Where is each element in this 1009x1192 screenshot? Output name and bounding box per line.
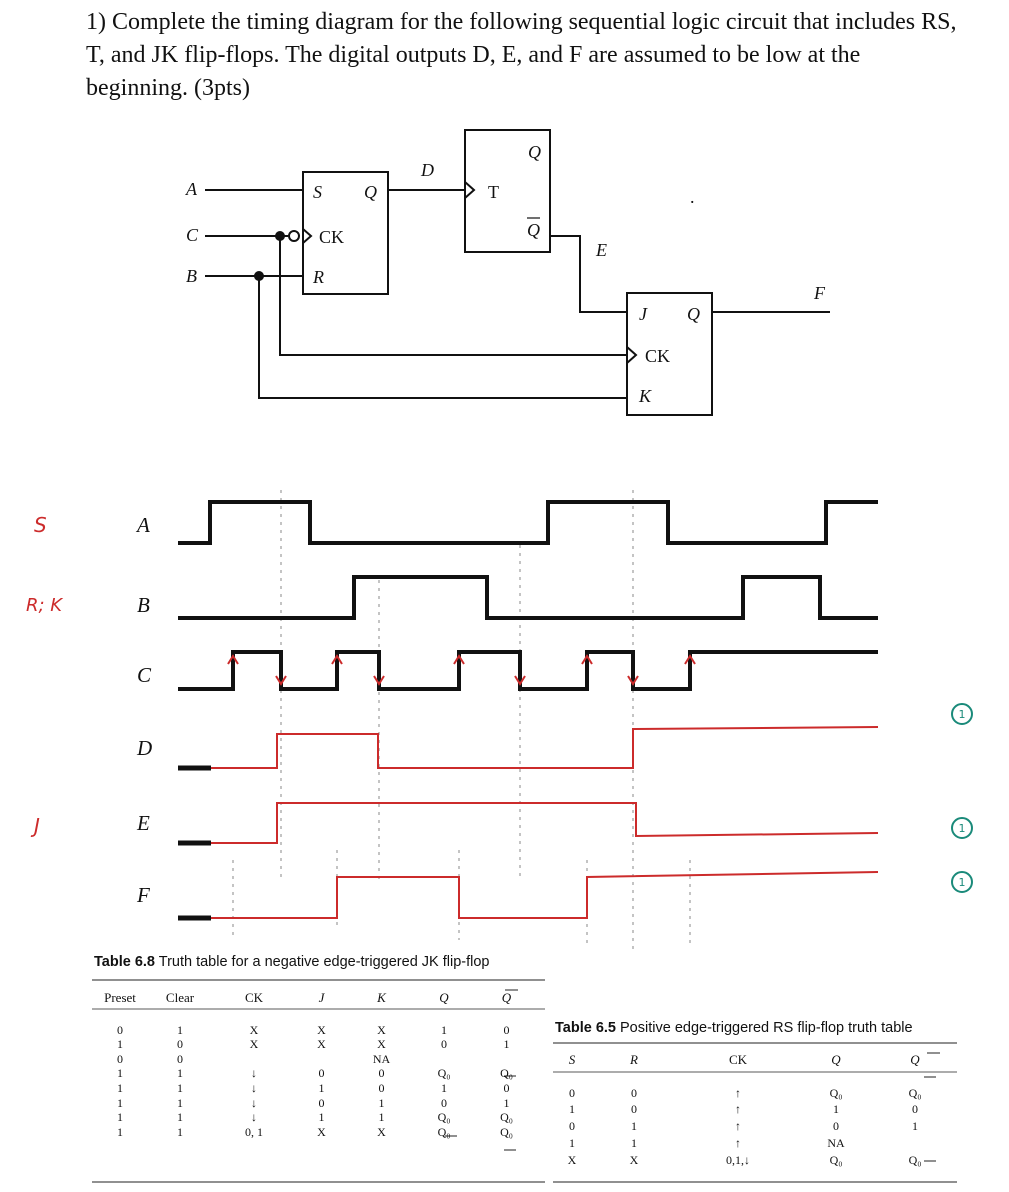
table-cell: 1 (117, 1037, 123, 1052)
table-cell: ↓ (251, 1080, 257, 1095)
table65 (555, 1050, 955, 1169)
stray-dot: . (690, 187, 695, 207)
table-cell: 1 (833, 1102, 839, 1117)
table-cell: 1 (117, 1095, 123, 1110)
table68-header: Q (439, 990, 449, 1005)
table-cell: 0 (318, 1095, 325, 1110)
table-cell: 0 (503, 1080, 510, 1095)
table68-header: J (318, 990, 325, 1005)
table-cell: Q₀ (437, 1124, 451, 1139)
table-cell: 1 (177, 1022, 183, 1037)
table-cell: 0 (503, 1022, 510, 1037)
table-cell: ↓ (251, 1066, 257, 1081)
circuit-labels (185, 142, 826, 406)
table-cell: 1 (912, 1119, 918, 1134)
table-cell: X (249, 1022, 259, 1037)
table-cell: Q₀ (437, 1110, 451, 1125)
table68-header: Q (501, 990, 512, 1005)
table-row (555, 1118, 955, 1135)
table-cell: 0 (569, 1119, 575, 1134)
table-cell: X (377, 1022, 386, 1037)
table-row (94, 1037, 539, 1052)
jk-q-label: Q (687, 304, 700, 324)
label-d: D (137, 736, 153, 760)
given-waveforms (178, 502, 878, 918)
handwritten-notes (26, 513, 63, 838)
score-marks (952, 704, 972, 892)
table-cell: NA (827, 1135, 845, 1150)
table-cell: 1 (441, 1022, 447, 1037)
table-cell: 1 (503, 1037, 510, 1052)
wire-d-label: D (421, 160, 434, 180)
table65-header: R (630, 1052, 638, 1067)
table65-header: Q (831, 1052, 841, 1067)
label-e: E (137, 811, 150, 835)
table-cell (474, 1052, 539, 1067)
table-cell: 0 (631, 1085, 637, 1100)
table-cell: 0 (833, 1119, 839, 1134)
waveform-c (178, 652, 878, 689)
table-cell: 1 (177, 1080, 183, 1095)
t-qbar-label: Q (527, 220, 540, 240)
table-cell: 0 (631, 1102, 637, 1117)
table-cell: 1 (631, 1119, 637, 1134)
table-cell: Q₀ (500, 1066, 513, 1081)
hand-rk: R; K (26, 595, 63, 616)
table-cell: 0 (378, 1066, 385, 1081)
table-cell: 1 (177, 1124, 183, 1139)
table-cell: 0 (318, 1066, 325, 1081)
table-cell: 1 (569, 1135, 575, 1150)
score-1: 1 (958, 708, 966, 721)
table68-title-rest: Truth table for a negative edge-triggered JK flip-flop (154, 954, 490, 970)
table65-caption (555, 1020, 913, 1036)
table-cell: 1 (117, 1110, 123, 1125)
table-row (555, 1101, 955, 1118)
table-cell: 0, 1 (245, 1124, 263, 1139)
hand-j: J (34, 814, 40, 838)
table-row (555, 1152, 955, 1169)
table-cell: 1 (177, 1110, 183, 1125)
table-cell (294, 1052, 349, 1067)
table-cell: 1 (503, 1095, 510, 1110)
table-cell: 0,1,↓ (726, 1152, 750, 1167)
table-row (555, 1085, 955, 1102)
table-cell: X (317, 1124, 326, 1139)
table-cell: 1 (177, 1095, 183, 1110)
table-row (94, 1096, 539, 1111)
clock-edge-marks (228, 656, 695, 684)
input-b-label: B (186, 266, 197, 286)
table68-header: Clear (165, 990, 195, 1005)
table-row (94, 1081, 539, 1096)
table-cell: 0 (117, 1051, 123, 1066)
table-cell: 0 (177, 1051, 183, 1066)
table-cell: ↓ (251, 1110, 257, 1125)
t-q-label: Q (528, 142, 541, 162)
rs-s-label: S (313, 182, 322, 202)
answer-f (211, 872, 878, 918)
input-a-label: A (186, 179, 197, 199)
table-cell: X (377, 1124, 386, 1139)
table-cell: X (567, 1152, 577, 1167)
table-cell: 1 (318, 1110, 325, 1125)
table-cell: 1 (117, 1066, 123, 1081)
table-cell: 0 (441, 1037, 447, 1052)
label-a: A (137, 513, 150, 537)
table-cell (875, 1135, 955, 1152)
table68-header: K (377, 990, 386, 1005)
table-cell: 1 (318, 1080, 325, 1095)
label-b: B (137, 593, 150, 617)
table-cell: 1 (631, 1135, 637, 1150)
inverter-bubble (289, 231, 299, 241)
table-cell: 0 (569, 1085, 575, 1100)
rs-r-label: R (313, 267, 324, 287)
table-cell: 0 (441, 1095, 447, 1110)
guide-lines (233, 490, 690, 950)
table-cell: X (377, 1037, 386, 1052)
table-cell: 1 (378, 1095, 385, 1110)
answer-e (211, 803, 878, 843)
table-cell: Q₀ (500, 1124, 513, 1139)
table65-title-bold: Table 6.5 (555, 1020, 616, 1036)
table-cell: X (629, 1152, 639, 1167)
table-cell: 0 (378, 1080, 385, 1095)
table65-header: CK (728, 1052, 748, 1067)
table65-title-rest: Positive edge-triggered RS flip-flop truth table (615, 1020, 913, 1036)
rs-ck-label: CK (319, 227, 345, 247)
table-cell: 1 (177, 1066, 183, 1081)
table65-header: Q (910, 1052, 920, 1067)
label-f: F (137, 883, 150, 907)
table-cell: Q₀ (829, 1085, 843, 1100)
table-row (94, 1110, 539, 1125)
table-cell (214, 1052, 294, 1067)
score-2: 1 (958, 822, 966, 835)
table-row (94, 1052, 539, 1067)
table-row (555, 1135, 955, 1152)
waveform-b (178, 577, 878, 618)
table-cell: Q₀ (908, 1085, 922, 1100)
table-cell: X (317, 1022, 326, 1037)
table68-header: Preset (104, 990, 136, 1005)
table-cell: 1 (117, 1080, 123, 1095)
table-cell: 1 (569, 1102, 575, 1117)
jk-ck-label: CK (645, 346, 671, 366)
table-cell: X (249, 1037, 259, 1052)
table-cell: Q₀ (829, 1152, 843, 1167)
table-cell: ↑ (735, 1119, 741, 1134)
jk-k-label: K (639, 386, 652, 406)
answer-waveforms (211, 727, 878, 918)
t-label: T (488, 182, 499, 202)
score-3: 1 (958, 876, 966, 889)
table-cell (414, 1052, 474, 1067)
table-cell: ↓ (251, 1095, 257, 1110)
input-c-label: C (186, 225, 199, 245)
table-cell: Q₀ (437, 1066, 451, 1081)
rs-q-label: Q (364, 182, 377, 202)
table-cell: 0 (177, 1037, 183, 1052)
table68-title-bold: Table 6.8 (94, 954, 155, 970)
table-cell: 1 (441, 1080, 447, 1095)
table-cell: 1 (117, 1124, 123, 1139)
timing-labels (135, 513, 152, 907)
table-row (94, 1066, 539, 1081)
table-cell: NA (372, 1051, 391, 1066)
label-c: C (137, 663, 152, 687)
table-cell: 0 (912, 1102, 918, 1117)
table-cell: Q₀ (500, 1110, 513, 1125)
waveform-a (178, 502, 878, 543)
wire-e-label: E (596, 240, 607, 260)
question-text: 1) Complete the timing diagram for the following sequential logic circuit that includes RS, T, and JK flip-flops. The digital outputs D, E, and F are assumed to be low at the beginning. (3pts) (86, 9, 957, 101)
jk-j-label: J (639, 304, 647, 324)
table-cell: X (317, 1037, 326, 1052)
table-cell: 0 (117, 1022, 123, 1037)
table-row (94, 1023, 539, 1038)
table-cell: ↑ (735, 1135, 741, 1150)
table68-header: CK (244, 990, 264, 1005)
table-cell: ↑ (735, 1102, 741, 1117)
table68-caption (94, 954, 489, 970)
table-cell: ↑ (735, 1085, 741, 1100)
table-row (94, 1125, 539, 1140)
table-cell: Q₀ (908, 1152, 922, 1167)
logic-circuit (205, 130, 830, 415)
answer-d (211, 727, 878, 768)
table-cell: 1 (378, 1110, 385, 1125)
table68 (94, 988, 539, 1139)
wire-f-label: F (814, 283, 825, 303)
table65-header: S (568, 1052, 576, 1067)
hand-s: S (34, 513, 47, 537)
